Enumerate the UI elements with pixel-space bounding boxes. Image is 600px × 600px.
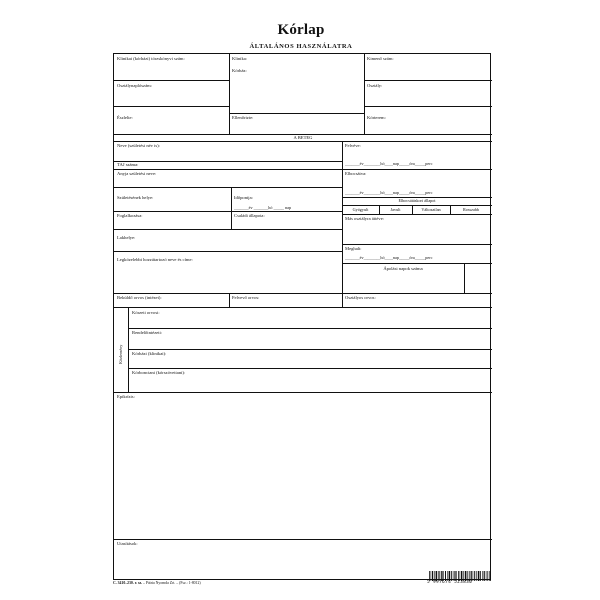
elbocsataskori-allapot: Elbocsátáskori állapot: [398, 198, 436, 203]
field-anyja-neve[interactable]: Anyja születési neve:: [117, 171, 157, 176]
field-idopontja[interactable]: Időpontja:: [234, 195, 253, 200]
divider: [114, 251, 342, 252]
divider: [364, 80, 492, 81]
field-utasitasok[interactable]: Utasítások:: [117, 541, 138, 546]
form-page: [105, 20, 497, 585]
field-meghalt[interactable]: Meghalt:: [345, 246, 362, 251]
divider: [128, 349, 492, 350]
publisher-info: – Pátria Nyomda Zrt. – (Fsz.: 1-8012): [143, 581, 201, 585]
divider: [114, 106, 229, 107]
field-korbonctani[interactable]: Kórbonctani (kórszövettani):: [132, 370, 186, 375]
divider: [114, 141, 492, 142]
divider: [114, 539, 492, 540]
field-klinika[interactable]: Klinika:: [232, 56, 248, 61]
field-meghalt-datum[interactable]: _______év________hó____nap_____óra_____perc: [345, 255, 433, 260]
field-felvevo-orvos[interactable]: Felvevő orvos:: [232, 295, 260, 300]
divider: [128, 368, 492, 369]
divider: [229, 113, 364, 114]
field-apolasi-napok[interactable]: Ápolási napok száma: [383, 266, 423, 271]
divider: [114, 307, 492, 308]
field-korhazi-klinikai[interactable]: Kórházi (klinikai):: [132, 351, 167, 356]
field-korhaz[interactable]: Kórház:: [232, 68, 247, 73]
divider: [114, 187, 342, 188]
footer-print-info: [113, 581, 201, 585]
field-hozzatartozo[interactable]: Legközelebbi hozzátartozó neve és címe:: [117, 257, 193, 262]
field-nev[interactable]: Neve (születési név is):: [117, 143, 160, 148]
field-szuletes-helye[interactable]: Születésének helye:: [117, 195, 154, 200]
divider: [342, 169, 492, 170]
form-title: Kórlap: [277, 22, 325, 38]
field-taj[interactable]: TAJ száma:: [117, 162, 139, 167]
divider: [114, 211, 342, 212]
divider: [114, 161, 342, 162]
field-lakhely[interactable]: Lakhelye:: [117, 235, 136, 240]
field-korzeti-orvosi[interactable]: Körzeti orvosi:: [132, 310, 160, 315]
divider: [342, 244, 492, 245]
allapot-gyogyult[interactable]: Gyógyult: [352, 207, 369, 212]
divider: [114, 293, 492, 294]
divider: [342, 214, 492, 215]
field-eszlelte[interactable]: Észlelte:: [117, 115, 133, 120]
field-foglalkozas[interactable]: Foglalkozása:: [117, 213, 143, 218]
field-klinikai-torzskonyv[interactable]: Klinikai (kórházi) törzskönyvi szám:: [117, 56, 185, 61]
field-datum[interactable]: _______év _______hó _____ nap: [234, 205, 292, 210]
divider: [342, 263, 492, 264]
divider: [114, 229, 342, 230]
field-rendelointezeti[interactable]: Rendelőintézeti:: [132, 330, 163, 335]
divider: [114, 392, 492, 393]
divider: [342, 205, 492, 206]
divider: [364, 106, 492, 107]
divider: [342, 293, 343, 307]
field-osztalyos-orvos[interactable]: Osztályos orvos:: [345, 295, 376, 300]
field-csaladi-allapot[interactable]: Családi állapota:: [234, 213, 265, 218]
field-osztaly[interactable]: Osztály:: [367, 83, 383, 88]
field-felveve[interactable]: Felvéve:: [345, 143, 361, 148]
divider: [229, 54, 230, 134]
field-bekuldo-orvos[interactable]: Beküldő orvos (intézet):: [117, 295, 162, 300]
barcode-number: 5 997674 523830: [427, 580, 473, 585]
divider: [114, 169, 342, 170]
field-ellenorizte[interactable]: Ellenőrizte:: [232, 115, 254, 120]
divider: [128, 328, 492, 329]
form-code: C. 3410–230. r. sz.: [113, 581, 143, 585]
field-osztalynaploszam[interactable]: Osztálynaplószám:: [117, 83, 152, 88]
allapot-valtozatlan[interactable]: Változatlan: [421, 207, 441, 212]
field-epikrizis[interactable]: Epikrízis:: [117, 394, 135, 399]
divider: [464, 263, 465, 293]
field-korterem[interactable]: Kórterem:: [367, 115, 386, 120]
field-mas-osztaly[interactable]: Más osztályra áttéve:: [345, 216, 385, 221]
field-elbocsatva[interactable]: Elbocsátva:: [345, 171, 367, 176]
form-subtitle: ÁLTALÁNOS HASZNÁLATRA: [249, 43, 353, 50]
divider: [231, 187, 232, 229]
kozlemeny-label: Közlemény: [118, 344, 123, 364]
divider: [229, 293, 230, 307]
field-felveve-datum[interactable]: _______év________hó____nap_____óra_____perc: [345, 161, 433, 166]
form-grid: [113, 53, 491, 580]
divider: [364, 54, 365, 134]
field-elbocsatva-datum[interactable]: _______év________hó____nap_____óra_____perc: [345, 190, 433, 195]
field-kimeno-szam[interactable]: Kimenő szám:: [367, 56, 394, 61]
allapot-javult[interactable]: Javult: [390, 207, 401, 212]
divider: [114, 80, 229, 81]
allapot-rosszabb[interactable]: Rosszabb: [462, 207, 480, 212]
section-a-beteg: A BETEG: [293, 135, 313, 140]
